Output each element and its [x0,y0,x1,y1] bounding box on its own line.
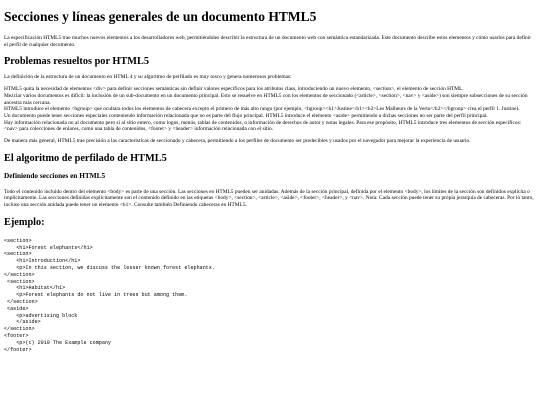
algorithm-heading: El algoritmo de perfilado de HTML5 [4,152,167,164]
problems-conclusion: De manera más general, HTML5 trae precisión a las características de seccionado y cabecera, permitiendo a los perfiles de documento ser predecibles y usados por el navegador para mejorar la experiencia de usuario. [4,138,471,145]
intro-paragraph: La especificación HTML5 trae muchos nuevos elementos a los desarrolladores web, permitiéndoles describir la estructura de un documento web con semántica estandarizada. Este documento describe estos elementos y cómo usarlos para definir el perfil de cualquier documento. [4,35,532,48]
page-title: Secciones y líneas generales de un documento HTML5 [4,9,317,24]
problem-item: Mezclar varios documentos es difícil: la inclusión de un sub-documento en un documento principal. Esto se resuelve en HTML5 con los elementos de seccionado (<article>, <section>, <nav> y <aside>) son siempre subsecciones de su sección ancestra más cercana. [4,92,528,106]
algorithm-subheading: Definiendo secciones en HTML5 [4,170,106,180]
problems-list [4,86,536,133]
problems-heading: Problemas resueltos por HTML5 [4,56,150,68]
problem-item: Un documento puede tener secciones especiales conteniendo información relacionada que no es parte del flujo principal. HTML5 introduce el elemento <aside> permitiendo a dichas secciones no ser parte del perfil principal. [4,112,488,119]
example-heading: Ejemplo: [4,216,45,228]
problems-lead: La definición de la estructura de un documento en HTML 4 y su algoritmo de perfilado es muy tosco y genera numerosos problemas: [4,74,292,81]
algorithm-paragraph: Todo el contenido incluido dentro del elemento <body> es parte de una sección. Las secciones en HTML5 pueden ser anidadas. Además de la sección principal, definida por el elemento <body>, los límites de la sección son definidos explícita o implícitamente. Las secciones definidas explícitamente son el contenido definido en las etiquetas <body>, <section>, <article>, <aside>, <footer>, <header>, y <nav>. Nota: Cada sección puede tener su propia jerarquía de cabeceras. Por lo tanto, incluso una sección anidada puede tener un elemento <h1>. Consulte también Definiendo cabeceras en HTML5. [4,188,534,209]
problem-item: Hay información relacionada no al documento pero si al sitio entero, como logos, menús, tablas de contenidos, o información de derechos de autor y notas legales. Para ese propósito, HTML5 introduce tres elementos de sección específicos: <nav> para colecciones de enlaces, como una tabla de contenidos, <footer> y <header> información relacionada con el sitio. [4,119,522,133]
example-code-block: <section> <h1>Forest elephants</h1> <section> <h1>Introduction</h1> <p>In this section, we discuss the lesser known forest elephants. </section> <section> <h1>Habitat</h1> <p>Forest elephants do not live in trees but among them. </section> <aside> <p>advertising block </aside> </section> <footer> <p>(c) 2010 The Example company </footer> [4,237,215,353]
problem-item: HTML5 quita la necesidad de elementos <div> para definir secciones semánticas sin definir valores específicos para los atributos class, introduciendo un nuevo elemento, <section>, el elemento de sección HTML. [4,86,464,93]
problem-item: HTML5 introduce el elemento <hgroup> que ocultara todos los elementos de cabecera excepto el primero de más alto rango (por ejemplo, <hgroup><h1>Justine</h1><h2>Les Malheurs de la Vertu</h2></hgroup> crea el perfil 1. Justine). [4,106,520,113]
